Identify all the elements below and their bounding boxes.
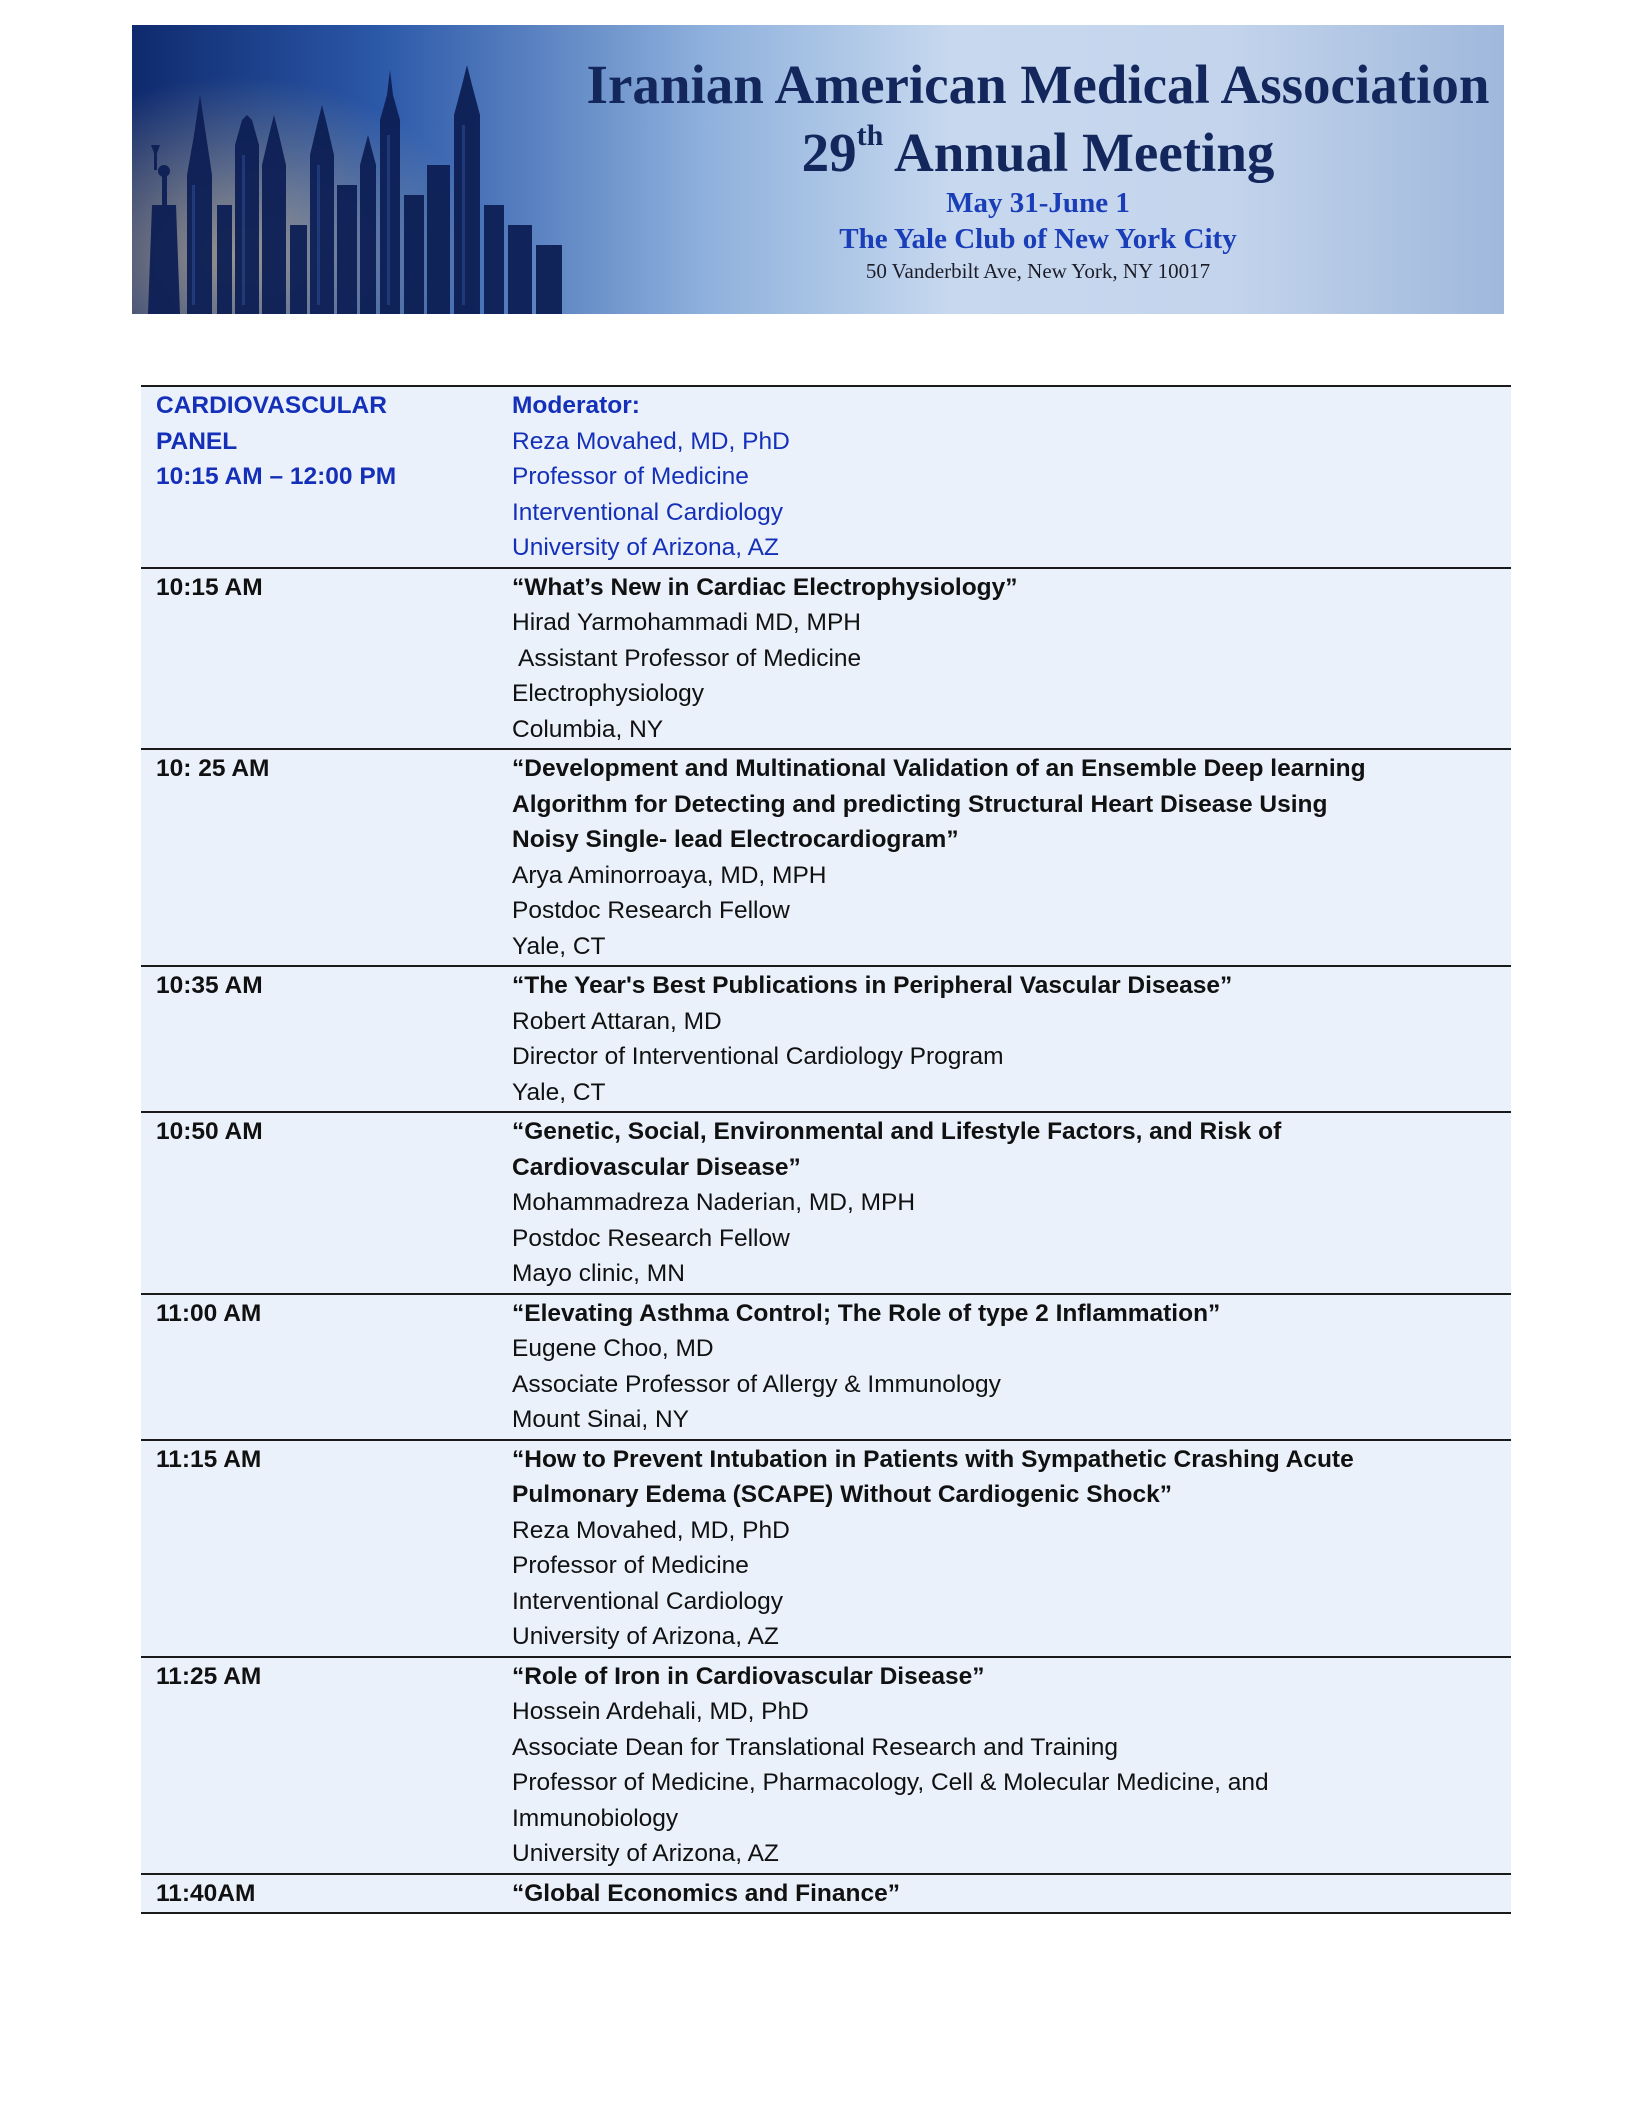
speaker-affiliation-line: University of Arizona, AZ bbox=[512, 1623, 779, 1650]
panel-name-line2: PANEL bbox=[156, 427, 238, 455]
talk-time: 11:15 AM bbox=[141, 1440, 512, 1657]
talk-row bbox=[141, 1874, 1511, 1914]
speaker-name: Eugene Choo, MD bbox=[512, 1335, 714, 1362]
moderator-line: Reza Movahed, MD, PhD bbox=[512, 427, 790, 455]
talk-time: 10:15 AM bbox=[141, 568, 512, 750]
talk-title-line: Pulmonary Edema (SCAPE) Without Cardiogenic Shock” bbox=[512, 1481, 1173, 1508]
annual-meeting-heading bbox=[572, 119, 1504, 184]
talk-title-line: “The Year's Best Publications in Peripheral Vascular Disease” bbox=[512, 972, 1233, 999]
talk-time: 10:50 AM bbox=[141, 1112, 512, 1294]
speaker-affiliation-line: Director of Interventional Cardiology Program bbox=[512, 1043, 1004, 1070]
panel-info bbox=[141, 386, 512, 568]
talk-title-line: “Genetic, Social, Environmental and Lifestyle Factors, and Risk of bbox=[512, 1118, 1282, 1145]
speaker-affiliation-line: Columbia, NY bbox=[512, 715, 664, 743]
speaker-name: Robert Attaran, MD bbox=[512, 1007, 722, 1035]
meeting-number: 29 bbox=[801, 122, 857, 183]
talk-details bbox=[512, 568, 1511, 750]
speaker-affiliation-line: Associate Dean for Translational Research and Training bbox=[512, 1733, 1119, 1761]
speaker-name: Arya Aminorroaya, MD, MPH bbox=[512, 861, 827, 889]
speaker-affiliation-line: University of Arizona, AZ bbox=[512, 1840, 779, 1867]
talk-row bbox=[141, 1657, 1511, 1874]
talk-title-line: “Development and Multinational Validation of an Ensemble Deep learning bbox=[512, 755, 1366, 782]
speaker-affiliation-line: Assistant Professor of Medicine bbox=[518, 644, 862, 672]
panel-row bbox=[141, 386, 1511, 568]
event-banner bbox=[132, 25, 1504, 314]
talk-row bbox=[141, 749, 1511, 966]
moderator-line: Interventional Cardiology bbox=[512, 498, 784, 526]
event-venue: The Yale Club of New York City bbox=[839, 223, 1237, 255]
speaker-affiliation-line: Yale, CT bbox=[512, 932, 606, 960]
talk-title-line: Noisy Single- lead Electrocardiogram” bbox=[512, 826, 959, 853]
talk-row bbox=[141, 1294, 1511, 1440]
speaker-affiliation-line: Postdoc Research Fellow bbox=[512, 1224, 790, 1252]
moderator-line: University of Arizona, AZ bbox=[512, 534, 779, 561]
speaker-affiliation-line: Immunobiology bbox=[512, 1804, 679, 1832]
speaker-affiliation-line: Associate Professor of Allergy & Immunology bbox=[512, 1370, 1001, 1398]
talk-time: 11:40AM bbox=[141, 1874, 512, 1914]
talk-details bbox=[512, 1294, 1511, 1440]
talk-title-line: “Elevating Asthma Control; The Role of type 2 Inflammation” bbox=[512, 1299, 1221, 1327]
talk-title-line: Cardiovascular Disease” bbox=[512, 1153, 801, 1181]
speaker-affiliation-line: Professor of Medicine bbox=[512, 1552, 749, 1579]
talk-time: 11:25 AM bbox=[141, 1657, 512, 1874]
moderator-line: Professor of Medicine bbox=[512, 463, 749, 490]
talk-details bbox=[512, 1657, 1511, 1874]
meeting-text: Annual Meeting bbox=[893, 122, 1275, 183]
talk-details bbox=[512, 1112, 1511, 1294]
nyc-skyline-illustration bbox=[132, 25, 572, 314]
banner-text bbox=[572, 25, 1504, 314]
talk-title-line: “Global Economics and Finance” bbox=[512, 1879, 900, 1907]
speaker-affiliation-line: Yale, CT bbox=[512, 1078, 606, 1106]
speaker-affiliation-line: Postdoc Research Fellow bbox=[512, 897, 790, 924]
speaker-name: Hossein Ardehali, MD, PhD bbox=[512, 1698, 809, 1725]
talk-title-line: “How to Prevent Intubation in Patients with Sympathetic Crashing Acute bbox=[512, 1445, 1354, 1473]
talk-details bbox=[512, 1874, 1511, 1914]
talk-row bbox=[141, 1112, 1511, 1294]
talk-time: 10: 25 AM bbox=[141, 749, 512, 966]
talk-title-line: “What’s New in Cardiac Electrophysiology” bbox=[512, 573, 1018, 601]
meeting-ordinal-suffix: th bbox=[856, 119, 884, 152]
talk-row bbox=[141, 966, 1511, 1112]
speaker-affiliation-line: Professor of Medicine, Pharmacology, Cell & Molecular Medicine, and bbox=[512, 1769, 1269, 1796]
speaker-affiliation-line: Electrophysiology bbox=[512, 680, 705, 707]
panel-time: 10:15 AM – 12:00 PM bbox=[156, 463, 397, 490]
speaker-name: Hirad Yarmohammadi MD, MPH bbox=[512, 609, 861, 636]
talk-details bbox=[512, 749, 1511, 966]
event-address: 50 Vanderbilt Ave, New York, NY 10017 bbox=[865, 259, 1211, 283]
speaker-affiliation-line: Mayo clinic, MN bbox=[512, 1260, 685, 1287]
speaker-affiliation-line: Mount Sinai, NY bbox=[512, 1406, 690, 1433]
moderator-info bbox=[512, 386, 1511, 568]
event-dates: May 31-June 1 bbox=[946, 187, 1130, 219]
panel-name-line1: CARDIOVASCULAR bbox=[156, 392, 387, 419]
schedule-table bbox=[141, 385, 1511, 1914]
talk-row bbox=[141, 568, 1511, 750]
talk-title-line: Algorithm for Detecting and predicting Structural Heart Disease Using bbox=[512, 790, 1328, 818]
talk-title-line: “Role of Iron in Cardiovascular Disease” bbox=[512, 1662, 985, 1690]
talk-time: 11:00 AM bbox=[141, 1294, 512, 1440]
speaker-name: Mohammadreza Naderian, MD, MPH bbox=[512, 1189, 916, 1216]
talk-details bbox=[512, 966, 1511, 1112]
speaker-affiliation-line: Interventional Cardiology bbox=[512, 1587, 784, 1615]
talk-row bbox=[141, 1440, 1511, 1657]
talk-details bbox=[512, 1440, 1511, 1657]
association-title: Iranian American Medical Association bbox=[586, 54, 1490, 115]
speaker-name: Reza Movahed, MD, PhD bbox=[512, 1516, 790, 1544]
talk-time: 10:35 AM bbox=[141, 966, 512, 1112]
moderator-label: Moderator: bbox=[512, 392, 640, 419]
